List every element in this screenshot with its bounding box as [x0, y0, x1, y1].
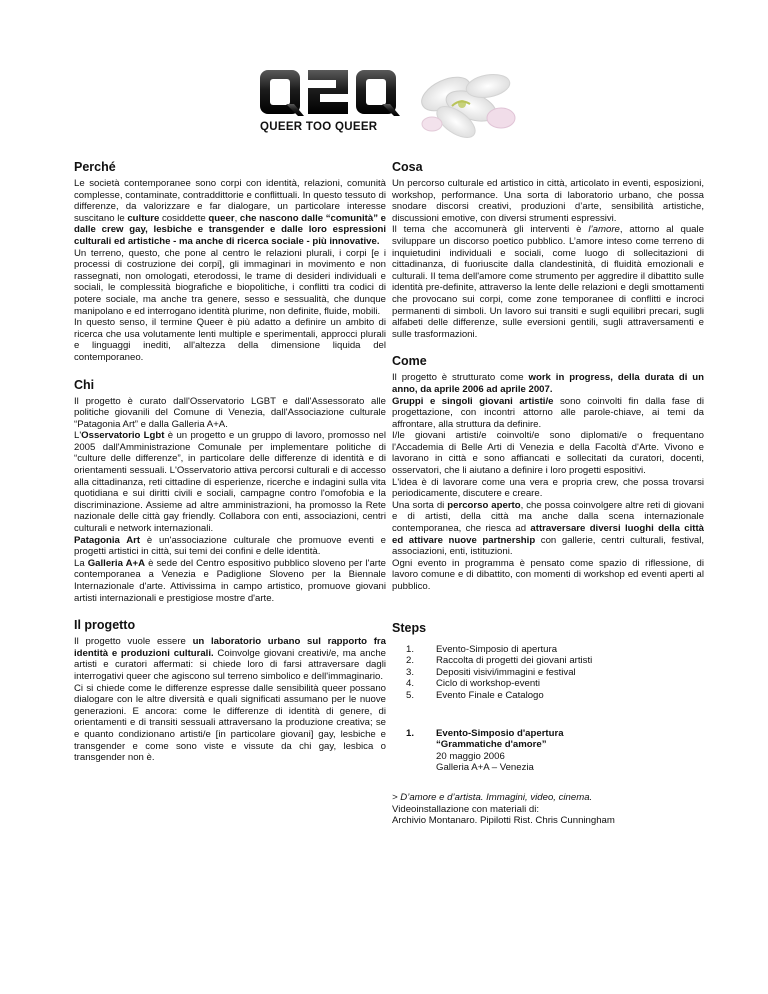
section-heading: Cosa: [392, 160, 423, 174]
section-heading: Steps: [392, 620, 427, 635]
paragraph: Il tema che accomunerà gli interventi è l’amore, attorno al quale sviluppare un discorso poetico pubblico. L’amore inteso come terreno di inquietudini individuali e sociali, come luogo di sollecitazioni di cittadinanza, di fuoriuscite dalla clandestinità, di fluidità emozionali e culturali. Il tema dell'amore come strumento per aggredire il dibattito sulle identità pre-definite, attraverso la lente delle relazioni e degli smottamenti che provocano sui corpi, come zone temporanee di conflitti e incroci permanenti di simboli. Un lavoro sui transiti e sugli equilibri precari, sugli alfabeti delle differenze, sulle eversioni gentili, sugli attraversamenti e sulle trasformazioni.: [392, 224, 704, 340]
paragraph: Un terreno, questo, che pone al centro le relazioni plurali, i corpi [e i processi di costruzione dei corpi], gli immaginari in movimento e non rassegnati, non omologati, eterodossi, le trame di desideri individuali e sociali, le complessità biografiche e biopolitiche, i conflitti tra codici di potere sociale, ma anche tra genere, sesso e sessualità, che dunque manipolano e ed interrogano identità plurime, non definite, fluide, mobili.: [74, 247, 386, 317]
section-come: [392, 354, 704, 592]
list-item: 2. Raccolta di progetti dei giovani artisti: [406, 655, 593, 667]
event-number: 1.: [406, 727, 415, 739]
paragraph: I/le giovani artisti/e coinvolti/e sono diplomati/e o frequentano l'Accademia di Belle Arti di Venezia e della Facoltà d'Arte. Vivono e lavorano in città e sono affiancati e sollecitati da curatori, docenti, osservatori, che li aiutano a definire i loro progetti espositivi.: [392, 430, 704, 477]
paragraph: Ogni evento in programma è pensato come spazio di riflessione, di lavoro comune e di dibattito, con momenti di workshop ed eventi aperti al pubblico.: [392, 557, 704, 592]
paragraph: La Galleria A+A è sede del Centro espositivo pubblico sloveno per l'arte contemporanea a Venezia e Padiglione Sloveno per la Biennale Internazionale d'arte. Attivissima in campo artistico, promuove giovani artisti internazionali e prestigiose mostre d'arte.: [74, 557, 386, 604]
paragraph: In questo senso, il termine Queer è più adatto a definire un ambito di ricerca che usa volutamente lenti multiple e sperimentali, approcci plurali e linguaggi inediti, all'altezza della dimensione liquida del contemporaneo.: [74, 317, 386, 363]
list-item: 4. Ciclo di workshop-eventi: [406, 678, 540, 690]
list-item: 1. Evento-Simposio di apertura: [406, 643, 558, 655]
q2q-letters: [260, 70, 400, 116]
section-steps: [392, 621, 704, 827]
paragraph: Patagonia Art è un'associazione culturale che promuove eventi e progetti artistici in città, sui temi dei confini e delle identità.: [74, 534, 386, 558]
list-item: 5. Evento Finale e Catalogo: [406, 689, 544, 701]
paragraph: Ci si chiede come le differenze espresse dalle sensibilità queer possano dialogare con le altre diversità e quali significati assumano per le nuove generazioni. E ancora: come le differenze di identità di genere, di orientamenti e di transiti sessuali attraversano la produzione creativa; se e quanto condizionano artisti/e [in particolare giovani] gay, lesbiche e transgender e come sono viste e vissute da chi gay, lesbica o transgender non è.: [74, 682, 386, 764]
paragraph: Le società contemporanee sono corpi con identità, relazioni, comunità complesse, contaminate, contraddittorie e conflittuali. In questo tessuto di differenze, da valorizzare e far dialogare, un particolare interesse suscitano le culture cosiddette queer, che nascono dalle “comunità” e dalle crew gay, lesbiche e transgender e dalle loro espressioni culturali ed artistiche - ma anche di ricerca sociale - più innovative.: [74, 178, 386, 247]
event-subtitle: “Grammatiche d'amore”: [436, 739, 547, 751]
section-heading: Perché: [74, 160, 116, 174]
event-detail-line: Videoinstallazione con materiali di:: [392, 803, 540, 815]
q2q-logo-graphic: [256, 64, 516, 144]
event-1: [392, 728, 704, 774]
q2q-logo: [256, 64, 516, 144]
section-heading: Come: [392, 354, 427, 369]
event-detail-italic: > D’amore e d’artista. Immagini, video, cinema.: [392, 791, 593, 803]
event-details: [392, 792, 704, 827]
section-heading: Chi: [74, 377, 95, 392]
section-il-progetto: [74, 618, 386, 764]
section-perche: [74, 160, 386, 364]
flower-icon: [417, 70, 515, 143]
paragraph: L'Osservatorio Lgbt è un progetto e un gruppo di lavoro, promosso nel 2005 dall'Amministrazione Comunale per implementare politiche di “culture delle differenze”, in particolare delle differenze di identità e di orientamenti sessuali. L'Osservatorio attiva percorsi culturali e di accesso alla cittadinanza, reti cittadine di esperienze, ricerche e indagini sulla vita quotidiana e sui diritti civili e sociali, campagne contro l'omofobia e la discriminazione. Assieme ad altre amministrazioni, ha promosso la Rete nazionale delle città gay friendly. Collabora con enti, associazioni, centri culturali e network internazionali.: [74, 430, 386, 535]
paragraph: Il progetto è curato dall'Osservatorio LGBT e dall'Assessorato alle politiche giovanili del Comune di Venezia, dall'Associazione culturale “Patagonia Art” e dalla Galleria A+A.: [74, 395, 386, 430]
section-cosa: [392, 160, 704, 340]
paragraph: Il progetto vuole essere un laboratorio urbano sul rapporto fra identità e produzioni culturali. Coinvolge giovani creativi/e, ma anche artisti e curatori affermati: si chiede loro di farsi attraversare dagli interrogativi queer che agiscono sul terreno simbolico e dell'immaginario.: [74, 636, 386, 682]
paragraph: L'idea è di lavorare come una vera e propria crew, che possa trovarsi periodicamente, discutere e creare.: [392, 476, 704, 500]
event-title: Evento-Simposio d'apertura: [436, 727, 564, 739]
event-detail-line: Archivio Montanaro. Pipilotti Rist. Chris Cunningham: [392, 815, 615, 827]
paragraph: Il progetto è strutturato come work in progress, della durata di un anno, da aprile 2006 ad aprile 2007.: [392, 372, 704, 395]
paragraph: Un percorso culturale ed artistico in città, articolato in eventi, esposizioni, workshop, performance. Una sorta di laboratorio urbano, che possa snodare discorsi creativi, produzioni d’arte, sensibilità artistiche, discussioni emotive, con diversi strumenti espressivi.: [392, 178, 704, 224]
logo-tagline: QUEER TOO QUEER: [260, 121, 378, 133]
left-column: [74, 160, 386, 778]
section-chi: [74, 378, 386, 605]
section-heading: Il progetto: [74, 618, 136, 633]
paragraph: Gruppi e singoli giovani artisti/e sono coinvolti fin dalla fase di progettazione, con incontri attorno alle parole-chiave, ai temi da affrontare, alla struttura da definire.: [392, 395, 704, 430]
list-item: 3. Depositi visivi/immagini e festival: [406, 666, 576, 678]
event-place: Galleria A+A – Venezia: [436, 762, 534, 774]
steps-list: [392, 644, 704, 702]
right-column: [392, 160, 704, 841]
event-date: 20 maggio 2006: [436, 750, 505, 762]
paragraph: Una sorta di percorso aperto, che possa coinvolgere altre reti di giovani e di artisti, della città ma anche dalla scena internazionale contemporanea, che riesca ad attraversare diversi luoghi della città ed attivare nuove partnership con gallerie, centri culturali, festival, associazioni, enti, istituzioni.: [392, 499, 704, 558]
